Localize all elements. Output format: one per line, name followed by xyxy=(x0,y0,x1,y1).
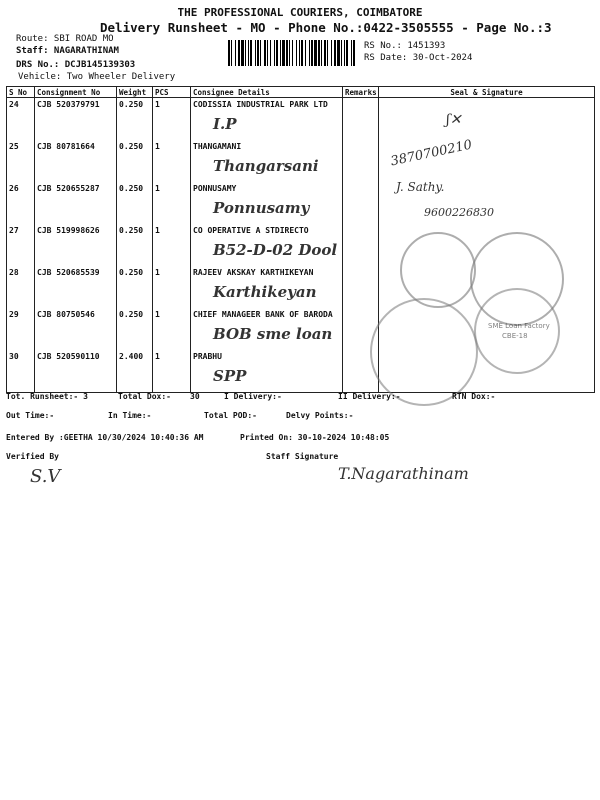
entered-by: Entered By :GEETHA 10/30/2024 10:40:36 AM xyxy=(6,433,204,442)
row-pcs-text: 1 xyxy=(155,142,160,151)
row-sno-text: 26 xyxy=(9,184,19,193)
printed-on: Printed On: 30-10-2024 10:48:05 xyxy=(240,433,390,442)
row-sno-text: 28 xyxy=(9,268,19,277)
row-weight-text: 0.250 xyxy=(119,100,144,109)
seal-stamp xyxy=(474,288,560,374)
rs-number: RS No.: 1451393 xyxy=(364,41,446,51)
row-consignee xyxy=(191,98,343,141)
rtn-dox: RTN Dox:- xyxy=(452,392,496,401)
row-consignee-text: PRABHU xyxy=(193,352,222,361)
row-weight-text: 0.250 xyxy=(119,184,144,193)
col-header-consignment: Consignment No xyxy=(35,87,117,98)
row-consignment-no-text: CJB 520590110 xyxy=(37,352,100,361)
row-pcs-text: 1 xyxy=(155,268,160,277)
total-dox-value: 30 xyxy=(190,392,200,401)
row-pcs xyxy=(153,224,191,266)
row-remarks xyxy=(343,98,379,141)
row-pcs-text: 1 xyxy=(155,184,160,193)
runsheet-title: Delivery Runsheet - MO - Phone No.:0422-3505555 - Page No.:3 xyxy=(100,20,552,35)
tot-runsheet: Tot. Runsheet:- 3 xyxy=(6,392,88,401)
row-weight-text: 0.250 xyxy=(119,268,144,277)
row-pcs-text: 1 xyxy=(155,226,160,235)
drs-number: DRS No.: DCJB145139303 xyxy=(16,60,136,70)
row-weight xyxy=(117,308,153,350)
row-sno xyxy=(7,98,35,141)
signature-note-phone2: 9600226830 xyxy=(424,206,494,219)
col-header-pcs: PCS xyxy=(153,87,191,98)
row-consignee-text: CHIEF MANAGEER BANK OF BARODA xyxy=(193,310,333,319)
signature-note-name: J. Sathy. xyxy=(396,180,445,194)
verifier-signature: S.V xyxy=(30,466,61,487)
row-remarks xyxy=(343,182,379,224)
table-row xyxy=(7,182,595,224)
col-header-remarks: Remarks xyxy=(343,87,379,98)
row-consignment-no xyxy=(35,224,117,266)
handwritten-receiver: Karthikeyan xyxy=(213,283,317,301)
row-weight xyxy=(117,140,153,182)
row-pcs xyxy=(153,266,191,308)
row-pcs-text: 1 xyxy=(155,352,160,361)
row-sno-text: 24 xyxy=(9,100,19,109)
row-weight xyxy=(117,350,153,393)
row-weight-text: 0.250 xyxy=(119,226,144,235)
row-consignment-no xyxy=(35,350,117,393)
row-consignee xyxy=(191,308,343,350)
ii-delivery: II Delivery:- xyxy=(338,392,401,401)
signature-note-phone1: 3870700210 xyxy=(389,137,474,170)
row-consignee xyxy=(191,182,343,224)
row-consignment-no-text: CJB 80750546 xyxy=(37,310,95,319)
row-weight xyxy=(117,182,153,224)
out-time: Out Time:- xyxy=(6,411,55,420)
handwritten-receiver: I.P xyxy=(213,115,237,133)
delvy-points: Delvy Points:- xyxy=(286,411,354,420)
total-dox-label: Total Dox:- xyxy=(118,392,171,401)
row-weight xyxy=(117,98,153,141)
row-consignment-no-text: CJB 80781664 xyxy=(37,142,95,151)
row-pcs xyxy=(153,98,191,141)
signature-squiggle: ʃ✕ xyxy=(446,112,462,128)
row-consignment-no xyxy=(35,308,117,350)
route-label: Route: SBI ROAD MO xyxy=(16,34,114,44)
rs-date: RS Date: 30-Oct-2024 xyxy=(364,53,473,63)
company-title: THE PROFESSIONAL COURIERS, COIMBATORE xyxy=(177,6,423,19)
handwritten-receiver: B52-D-02 Dool xyxy=(213,241,338,259)
row-consignment-no-text: CJB 520685539 xyxy=(37,268,100,277)
staff-signature-handwritten: T.Nagarathinam xyxy=(338,464,469,483)
row-consignment-no xyxy=(35,266,117,308)
table-row xyxy=(7,98,595,141)
row-weight-text: 0.250 xyxy=(119,310,144,319)
row-pcs xyxy=(153,140,191,182)
row-sno xyxy=(7,182,35,224)
row-pcs xyxy=(153,350,191,393)
total-pod: Total POD:- xyxy=(204,411,257,420)
row-consignee-text: CODISSIA INDUSTRIAL PARK LTD xyxy=(193,100,328,109)
row-consignee xyxy=(191,224,343,266)
row-seal-signature xyxy=(379,98,595,141)
table-row xyxy=(7,140,595,182)
vehicle-label: Vehicle: Two Wheeler Delivery xyxy=(18,72,176,82)
row-consignment-no xyxy=(35,182,117,224)
round-stamp-1 xyxy=(400,232,476,308)
row-consignment-no xyxy=(35,140,117,182)
stamp-text-line1: SME Loan Factory xyxy=(488,322,550,330)
row-consignment-no-text: CJB 520655287 xyxy=(37,184,100,193)
handwritten-receiver: Ponnusamy xyxy=(213,199,310,217)
row-consignee xyxy=(191,350,343,393)
row-pcs xyxy=(153,182,191,224)
row-weight-text: 2.400 xyxy=(119,352,144,361)
row-consignee xyxy=(191,266,343,308)
row-sno xyxy=(7,266,35,308)
row-consignee xyxy=(191,140,343,182)
row-sno xyxy=(7,308,35,350)
row-remarks xyxy=(343,266,379,308)
row-weight xyxy=(117,224,153,266)
row-sno xyxy=(7,140,35,182)
row-weight-text: 0.250 xyxy=(119,142,144,151)
row-sno xyxy=(7,350,35,393)
row-consignment-no-text: CJB 519998626 xyxy=(37,226,100,235)
row-remarks xyxy=(343,140,379,182)
col-header-consignee: Consignee Details xyxy=(191,87,343,98)
row-remarks xyxy=(343,224,379,266)
handwritten-receiver: SPP xyxy=(213,367,247,385)
row-consignee-text: RAJEEV AKSKAY KARTHIKEYAN xyxy=(193,268,314,277)
row-sno-text: 27 xyxy=(9,226,19,235)
table-header-row xyxy=(7,87,595,98)
row-consignment-no-text: CJB 520379791 xyxy=(37,100,100,109)
handwritten-receiver: Thangarsani xyxy=(213,157,319,175)
row-consignee-text: PONNUSAMY xyxy=(193,184,237,193)
row-sno-text: 29 xyxy=(9,310,19,319)
row-consignee-text: THANGAMANI xyxy=(193,142,242,151)
stamp-text-line2: CBE-18 xyxy=(502,332,528,340)
row-pcs xyxy=(153,308,191,350)
verified-by-label: Verified By xyxy=(6,452,59,461)
handwritten-receiver: BOB sme loan xyxy=(213,325,333,343)
staff-label: Staff: NAGARATHINAM xyxy=(16,46,119,56)
row-pcs-text: 1 xyxy=(155,310,160,319)
row-consignee-text: CO OPERATIVE A STDIRECTO xyxy=(193,226,309,235)
i-delivery: I Delivery:- xyxy=(224,392,282,401)
row-weight xyxy=(117,266,153,308)
round-stamp-3 xyxy=(370,298,478,406)
col-header-seal: Seal & Signature xyxy=(379,87,595,98)
col-header-sno: S No xyxy=(7,87,35,98)
col-header-weight: Weight xyxy=(117,87,153,98)
row-consignment-no xyxy=(35,98,117,141)
row-sno xyxy=(7,224,35,266)
row-sno-text: 30 xyxy=(9,352,19,361)
row-pcs-text: 1 xyxy=(155,100,160,109)
staff-signature-label: Staff Signature xyxy=(266,452,339,461)
row-sno-text: 25 xyxy=(9,142,19,151)
in-time: In Time:- xyxy=(108,411,152,420)
barcode-image xyxy=(228,40,356,66)
